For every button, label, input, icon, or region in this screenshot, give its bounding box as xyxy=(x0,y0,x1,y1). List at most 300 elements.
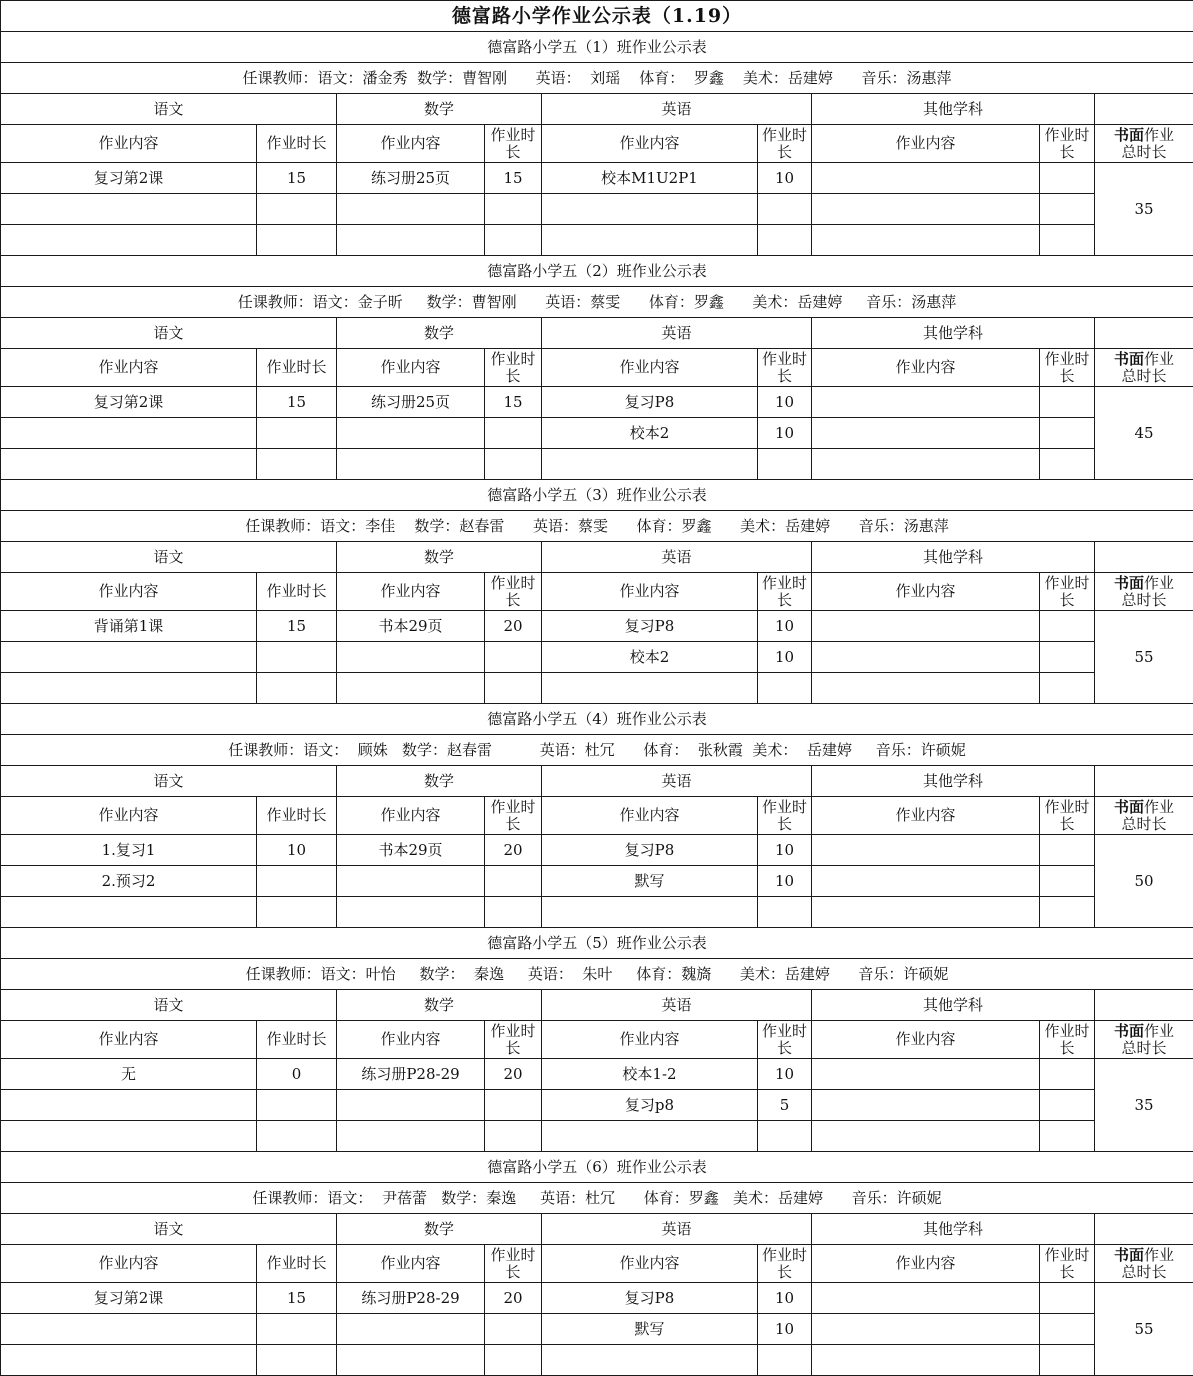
total-duration-header xyxy=(1095,1245,1193,1283)
yingyu-content xyxy=(542,1121,758,1152)
yuwen-duration: 10 xyxy=(257,835,337,866)
total-header-bold: 书面 xyxy=(1114,573,1145,592)
shuxue-duration: 20 xyxy=(485,1283,542,1314)
other-duration xyxy=(1040,1090,1095,1121)
duration-header-shuxue xyxy=(485,125,542,163)
yingyu-content: 默写 xyxy=(542,1314,758,1345)
subject-header-row xyxy=(1,766,1193,797)
other-duration xyxy=(1040,387,1095,418)
homework-row xyxy=(1,1059,1193,1090)
yuwen-content: 2.预习2 xyxy=(1,866,257,897)
content-header-yuwen: 作业内容 xyxy=(1,573,257,611)
yingyu-content: 复习p8 xyxy=(542,1090,758,1121)
duration-header-line2: 长 xyxy=(505,1038,521,1057)
duration-header-qita xyxy=(1040,1021,1095,1059)
duration-header-line1: 作业时 xyxy=(761,125,807,144)
content-header-qita: 作业内容 xyxy=(812,797,1040,835)
shuxue-content: 书本29页 xyxy=(337,835,485,866)
other-duration xyxy=(1040,611,1095,642)
total-header-part1: 作业 xyxy=(1144,349,1175,368)
yuwen-duration xyxy=(257,1314,337,1345)
yuwen-content: 复习第2课 xyxy=(1,1283,257,1314)
column-header-row xyxy=(1,349,1193,387)
yingyu-content: 复习P8 xyxy=(542,1283,758,1314)
subject-header-yuwen: 语文 xyxy=(1,990,337,1021)
subject-header-row xyxy=(1,542,1193,573)
yingyu-duration: 10 xyxy=(758,866,812,897)
content-header-yuwen: 作业内容 xyxy=(1,1021,257,1059)
duration-header-shuxue xyxy=(485,1245,542,1283)
yingyu-duration: 10 xyxy=(758,1314,812,1345)
content-header-shuxue: 作业内容 xyxy=(337,349,485,387)
teachers-line: 任课教师：语文：李佳 数学：赵春雷 英语：蔡雯 体育：罗鑫 美术：岳建婷 音乐：汤惠萍 xyxy=(1,511,1193,542)
content-header-yuwen: 作业内容 xyxy=(1,349,257,387)
yingyu-duration: 10 xyxy=(758,611,812,642)
subject-header-qita: 其他学科 xyxy=(812,766,1095,797)
yingyu-duration xyxy=(758,1345,812,1376)
other-duration xyxy=(1040,1121,1095,1152)
content-header-shuxue: 作业内容 xyxy=(337,797,485,835)
yuwen-duration xyxy=(257,1345,337,1376)
shuxue-duration xyxy=(485,673,542,704)
homework-row xyxy=(1,225,1193,256)
yingyu-duration: 10 xyxy=(758,387,812,418)
duration-header-yingyu xyxy=(758,1245,812,1283)
yuwen-duration xyxy=(257,1121,337,1152)
yingyu-duration: 10 xyxy=(758,1059,812,1090)
other-content xyxy=(812,225,1040,256)
shuxue-content: 书本29页 xyxy=(337,611,485,642)
shuxue-content xyxy=(337,1090,485,1121)
total-header-blank xyxy=(1095,1214,1193,1245)
shuxue-duration xyxy=(485,866,542,897)
total-header-part1: 作业 xyxy=(1144,1021,1175,1040)
total-header-blank xyxy=(1095,318,1193,349)
total-header-part1: 作业 xyxy=(1144,797,1175,816)
content-header-shuxue: 作业内容 xyxy=(337,1245,485,1283)
subject-header-qita: 其他学科 xyxy=(812,990,1095,1021)
shuxue-duration xyxy=(485,1345,542,1376)
duration-header-line1: 作业时 xyxy=(490,1021,536,1040)
other-content xyxy=(812,418,1040,449)
duration-header-line2: 长 xyxy=(776,142,792,161)
shuxue-duration xyxy=(485,642,542,673)
yingyu-content xyxy=(542,1345,758,1376)
teachers-row xyxy=(1,735,1193,766)
class-title-row xyxy=(1,704,1193,735)
yuwen-content xyxy=(1,1121,257,1152)
other-content xyxy=(812,1314,1040,1345)
homework-row xyxy=(1,163,1193,194)
yuwen-content: 1.复习1 xyxy=(1,835,257,866)
yingyu-duration: 5 xyxy=(758,1090,812,1121)
other-duration xyxy=(1040,897,1095,928)
duration-header-yuwen: 作业时长 xyxy=(257,349,337,387)
yingyu-duration: 10 xyxy=(758,418,812,449)
other-content xyxy=(812,449,1040,480)
yuwen-content xyxy=(1,897,257,928)
homework-row xyxy=(1,1090,1193,1121)
total-duration-value: 45 xyxy=(1095,387,1193,480)
column-header-row xyxy=(1,797,1193,835)
other-duration xyxy=(1040,866,1095,897)
subject-header-qita: 其他学科 xyxy=(812,1214,1095,1245)
duration-header-line1: 作业时 xyxy=(1044,125,1090,144)
shuxue-duration xyxy=(485,194,542,225)
class-title: 德富路小学五（1）班作业公示表 xyxy=(1,32,1193,63)
shuxue-duration: 20 xyxy=(485,611,542,642)
shuxue-duration xyxy=(485,1121,542,1152)
yingyu-duration xyxy=(758,449,812,480)
homework-row xyxy=(1,866,1193,897)
content-header-yingyu: 作业内容 xyxy=(542,349,758,387)
other-duration xyxy=(1040,225,1095,256)
shuxue-content xyxy=(337,897,485,928)
duration-header-qita xyxy=(1040,797,1095,835)
yingyu-duration: 10 xyxy=(758,163,812,194)
duration-header-line1: 作业时 xyxy=(1044,1021,1090,1040)
teachers-row xyxy=(1,1183,1193,1214)
subject-header-shuxue: 数学 xyxy=(337,94,542,125)
duration-header-line1: 作业时 xyxy=(490,349,536,368)
class-title: 德富路小学五（2）班作业公示表 xyxy=(1,256,1193,287)
homework-row xyxy=(1,418,1193,449)
other-duration xyxy=(1040,1283,1095,1314)
subject-header-qita: 其他学科 xyxy=(812,318,1095,349)
duration-header-line1: 作业时 xyxy=(761,349,807,368)
homework-row xyxy=(1,194,1193,225)
yingyu-duration: 10 xyxy=(758,1283,812,1314)
total-header-bold: 书面 xyxy=(1114,125,1145,144)
other-content xyxy=(812,642,1040,673)
total-header-blank xyxy=(1095,990,1193,1021)
duration-header-line1: 作业时 xyxy=(761,573,807,592)
teachers-row xyxy=(1,63,1193,94)
yingyu-content xyxy=(542,673,758,704)
other-duration xyxy=(1040,673,1095,704)
shuxue-content xyxy=(337,194,485,225)
teachers-line: 任课教师：语文： 尹蓓蕾 数学：秦逸 英语：杜冗 体育：罗鑫 美术：岳建婷 音乐：许硕妮 xyxy=(1,1183,1193,1214)
content-header-yingyu: 作业内容 xyxy=(542,797,758,835)
other-content xyxy=(812,194,1040,225)
column-header-row xyxy=(1,1021,1193,1059)
other-duration xyxy=(1040,642,1095,673)
subject-header-shuxue: 数学 xyxy=(337,318,542,349)
duration-header-line1: 作业时 xyxy=(761,797,807,816)
subject-header-shuxue: 数学 xyxy=(337,766,542,797)
total-duration-value: 55 xyxy=(1095,1283,1193,1376)
yuwen-duration xyxy=(257,194,337,225)
homework-row xyxy=(1,897,1193,928)
duration-header-yuwen: 作业时长 xyxy=(257,1021,337,1059)
duration-header-line1: 作业时 xyxy=(1044,349,1090,368)
total-duration-header xyxy=(1095,573,1193,611)
content-header-qita: 作业内容 xyxy=(812,125,1040,163)
yuwen-content xyxy=(1,418,257,449)
homework-row xyxy=(1,1121,1193,1152)
shuxue-content: 练习册25页 xyxy=(337,387,485,418)
yuwen-duration: 0 xyxy=(257,1059,337,1090)
shuxue-content xyxy=(337,1345,485,1376)
homework-row xyxy=(1,835,1193,866)
total-duration-value: 50 xyxy=(1095,835,1193,928)
teachers-line: 任课教师：语文： 顾姝 数学：赵春雷 英语：杜冗 体育： 张秋霞 美术： 岳建婷 音乐：许硕妮 xyxy=(1,735,1193,766)
yingyu-content: 复习P8 xyxy=(542,835,758,866)
class-title-row xyxy=(1,1152,1193,1183)
yingyu-content: 校本2 xyxy=(542,642,758,673)
yuwen-content: 复习第2课 xyxy=(1,163,257,194)
subject-header-row xyxy=(1,318,1193,349)
duration-header-line1: 作业时 xyxy=(490,1245,536,1264)
content-header-shuxue: 作业内容 xyxy=(337,125,485,163)
yingyu-duration xyxy=(758,1121,812,1152)
yingyu-duration xyxy=(758,225,812,256)
duration-header-line2: 长 xyxy=(1059,142,1075,161)
other-content xyxy=(812,611,1040,642)
other-content xyxy=(812,1059,1040,1090)
yuwen-duration: 15 xyxy=(257,163,337,194)
subject-header-shuxue: 数学 xyxy=(337,990,542,1021)
homework-row xyxy=(1,449,1193,480)
duration-header-line1: 作业时 xyxy=(1044,1245,1090,1264)
other-content xyxy=(812,835,1040,866)
duration-header-line2: 长 xyxy=(1059,1262,1075,1281)
total-header-blank xyxy=(1095,766,1193,797)
other-content xyxy=(812,387,1040,418)
duration-header-yuwen: 作业时长 xyxy=(257,797,337,835)
content-header-qita: 作业内容 xyxy=(812,1021,1040,1059)
other-content xyxy=(812,1283,1040,1314)
yingyu-content: 校本1-2 xyxy=(542,1059,758,1090)
shuxue-duration xyxy=(485,897,542,928)
yuwen-content xyxy=(1,194,257,225)
other-duration xyxy=(1040,163,1095,194)
subject-header-yingyu: 英语 xyxy=(542,766,812,797)
shuxue-duration: 15 xyxy=(485,163,542,194)
homework-row xyxy=(1,642,1193,673)
yuwen-duration: 15 xyxy=(257,387,337,418)
subject-header-yuwen: 语文 xyxy=(1,94,337,125)
total-duration-value: 55 xyxy=(1095,611,1193,704)
total-duration-header xyxy=(1095,349,1193,387)
other-duration xyxy=(1040,449,1095,480)
teachers-row xyxy=(1,959,1193,990)
total-duration-header xyxy=(1095,125,1193,163)
subject-header-yuwen: 语文 xyxy=(1,766,337,797)
duration-header-line2: 长 xyxy=(776,1038,792,1057)
duration-header-yingyu xyxy=(758,349,812,387)
yingyu-content: 复习P8 xyxy=(542,387,758,418)
page-title: 德富路小学作业公示表（1.19） xyxy=(1,1,1193,32)
other-duration xyxy=(1040,194,1095,225)
class-title-row xyxy=(1,256,1193,287)
yingyu-duration xyxy=(758,897,812,928)
shuxue-content xyxy=(337,642,485,673)
duration-header-shuxue xyxy=(485,797,542,835)
subject-header-shuxue: 数学 xyxy=(337,1214,542,1245)
duration-header-line2: 长 xyxy=(776,814,792,833)
other-content xyxy=(812,897,1040,928)
shuxue-content xyxy=(337,1314,485,1345)
total-duration-header xyxy=(1095,1021,1193,1059)
yuwen-content: 无 xyxy=(1,1059,257,1090)
subject-header-yingyu: 英语 xyxy=(542,94,812,125)
column-header-row xyxy=(1,125,1193,163)
teachers-row xyxy=(1,287,1193,318)
content-header-yingyu: 作业内容 xyxy=(542,1021,758,1059)
total-header-blank xyxy=(1095,94,1193,125)
content-header-yuwen: 作业内容 xyxy=(1,797,257,835)
other-duration xyxy=(1040,835,1095,866)
yingyu-content xyxy=(542,449,758,480)
yuwen-duration xyxy=(257,1090,337,1121)
content-header-qita: 作业内容 xyxy=(812,349,1040,387)
shuxue-content xyxy=(337,418,485,449)
duration-header-line1: 作业时 xyxy=(1044,573,1090,592)
other-duration xyxy=(1040,1314,1095,1345)
duration-header-line2: 长 xyxy=(776,590,792,609)
other-duration xyxy=(1040,1059,1095,1090)
duration-header-yuwen: 作业时长 xyxy=(257,573,337,611)
duration-header-line1: 作业时 xyxy=(490,125,536,144)
duration-header-line1: 作业时 xyxy=(761,1021,807,1040)
duration-header-line2: 长 xyxy=(776,366,792,385)
yingyu-duration: 10 xyxy=(758,642,812,673)
duration-header-line1: 作业时 xyxy=(490,573,536,592)
yingyu-duration: 10 xyxy=(758,835,812,866)
shuxue-content: 练习册P28-29 xyxy=(337,1283,485,1314)
class-title-row xyxy=(1,480,1193,511)
other-content xyxy=(812,866,1040,897)
homework-row xyxy=(1,1283,1193,1314)
yingyu-content: 默写 xyxy=(542,866,758,897)
total-header-blank xyxy=(1095,542,1193,573)
other-duration xyxy=(1040,1345,1095,1376)
class-title: 德富路小学五（5）班作业公示表 xyxy=(1,928,1193,959)
total-header-part1: 作业 xyxy=(1144,573,1175,592)
homework-row xyxy=(1,387,1193,418)
content-header-yuwen: 作业内容 xyxy=(1,125,257,163)
duration-header-line2: 长 xyxy=(505,142,521,161)
shuxue-content xyxy=(337,1121,485,1152)
duration-header-line2: 长 xyxy=(1059,366,1075,385)
duration-header-line2: 长 xyxy=(1059,814,1075,833)
duration-header-shuxue xyxy=(485,1021,542,1059)
content-header-yingyu: 作业内容 xyxy=(542,125,758,163)
total-header-part2: 总时长 xyxy=(1121,142,1167,161)
yingyu-content xyxy=(542,897,758,928)
total-header-part2: 总时长 xyxy=(1121,1262,1167,1281)
yuwen-duration xyxy=(257,418,337,449)
duration-header-line2: 长 xyxy=(776,1262,792,1281)
class-title-row xyxy=(1,32,1193,63)
subject-header-shuxue: 数学 xyxy=(337,542,542,573)
yuwen-content xyxy=(1,1345,257,1376)
duration-header-yingyu xyxy=(758,573,812,611)
yingyu-content: 复习P8 xyxy=(542,611,758,642)
duration-header-qita xyxy=(1040,1245,1095,1283)
homework-row xyxy=(1,1314,1193,1345)
teachers-line: 任课教师：语文：叶怡 数学： 秦逸 英语： 朱叶 体育：魏旖 美术：岳建婷 音乐：许硕妮 xyxy=(1,959,1193,990)
total-header-part2: 总时长 xyxy=(1121,366,1167,385)
subject-header-row xyxy=(1,1214,1193,1245)
other-content xyxy=(812,163,1040,194)
total-duration-value: 35 xyxy=(1095,163,1193,256)
shuxue-duration xyxy=(485,1314,542,1345)
yingyu-content: 校本M1U2P1 xyxy=(542,163,758,194)
total-duration-value: 35 xyxy=(1095,1059,1193,1152)
yuwen-duration xyxy=(257,866,337,897)
content-header-qita: 作业内容 xyxy=(812,1245,1040,1283)
shuxue-duration xyxy=(485,418,542,449)
content-header-shuxue: 作业内容 xyxy=(337,573,485,611)
duration-header-qita xyxy=(1040,125,1095,163)
shuxue-duration: 20 xyxy=(485,1059,542,1090)
subject-header-yingyu: 英语 xyxy=(542,1214,812,1245)
total-header-part2: 总时长 xyxy=(1121,1038,1167,1057)
duration-header-yingyu xyxy=(758,797,812,835)
shuxue-duration: 20 xyxy=(485,835,542,866)
subject-header-yuwen: 语文 xyxy=(1,318,337,349)
content-header-shuxue: 作业内容 xyxy=(337,1021,485,1059)
duration-header-line2: 长 xyxy=(505,590,521,609)
subject-header-yingyu: 英语 xyxy=(542,990,812,1021)
yingyu-content xyxy=(542,225,758,256)
other-content xyxy=(812,1345,1040,1376)
content-header-qita: 作业内容 xyxy=(812,573,1040,611)
other-content xyxy=(812,1090,1040,1121)
duration-header-yuwen: 作业时长 xyxy=(257,125,337,163)
homework-row xyxy=(1,611,1193,642)
shuxue-content: 练习册P28-29 xyxy=(337,1059,485,1090)
class-title: 德富路小学五（6）班作业公示表 xyxy=(1,1152,1193,1183)
other-content xyxy=(812,1121,1040,1152)
total-header-part1: 作业 xyxy=(1144,1245,1175,1264)
duration-header-line2: 长 xyxy=(505,366,521,385)
other-duration xyxy=(1040,418,1095,449)
subject-header-row xyxy=(1,990,1193,1021)
content-header-yuwen: 作业内容 xyxy=(1,1245,257,1283)
duration-header-qita xyxy=(1040,349,1095,387)
shuxue-content xyxy=(337,866,485,897)
content-header-yingyu: 作业内容 xyxy=(542,573,758,611)
total-duration-header xyxy=(1095,797,1193,835)
subject-header-yuwen: 语文 xyxy=(1,1214,337,1245)
subject-header-yingyu: 英语 xyxy=(542,318,812,349)
yuwen-duration: 15 xyxy=(257,611,337,642)
duration-header-line1: 作业时 xyxy=(761,1245,807,1264)
yuwen-content xyxy=(1,225,257,256)
total-header-bold: 书面 xyxy=(1114,797,1145,816)
duration-header-line2: 长 xyxy=(1059,590,1075,609)
duration-header-qita xyxy=(1040,573,1095,611)
class-title-row xyxy=(1,928,1193,959)
yuwen-content xyxy=(1,673,257,704)
yuwen-content xyxy=(1,1314,257,1345)
total-header-bold: 书面 xyxy=(1114,1245,1145,1264)
homework-row xyxy=(1,673,1193,704)
total-header-bold: 书面 xyxy=(1114,349,1145,368)
yuwen-content xyxy=(1,642,257,673)
yingyu-duration xyxy=(758,194,812,225)
subject-header-yingyu: 英语 xyxy=(542,542,812,573)
duration-header-line1: 作业时 xyxy=(1044,797,1090,816)
column-header-row xyxy=(1,1245,1193,1283)
teachers-row xyxy=(1,511,1193,542)
shuxue-duration xyxy=(485,225,542,256)
yuwen-content xyxy=(1,449,257,480)
subject-header-qita: 其他学科 xyxy=(812,542,1095,573)
